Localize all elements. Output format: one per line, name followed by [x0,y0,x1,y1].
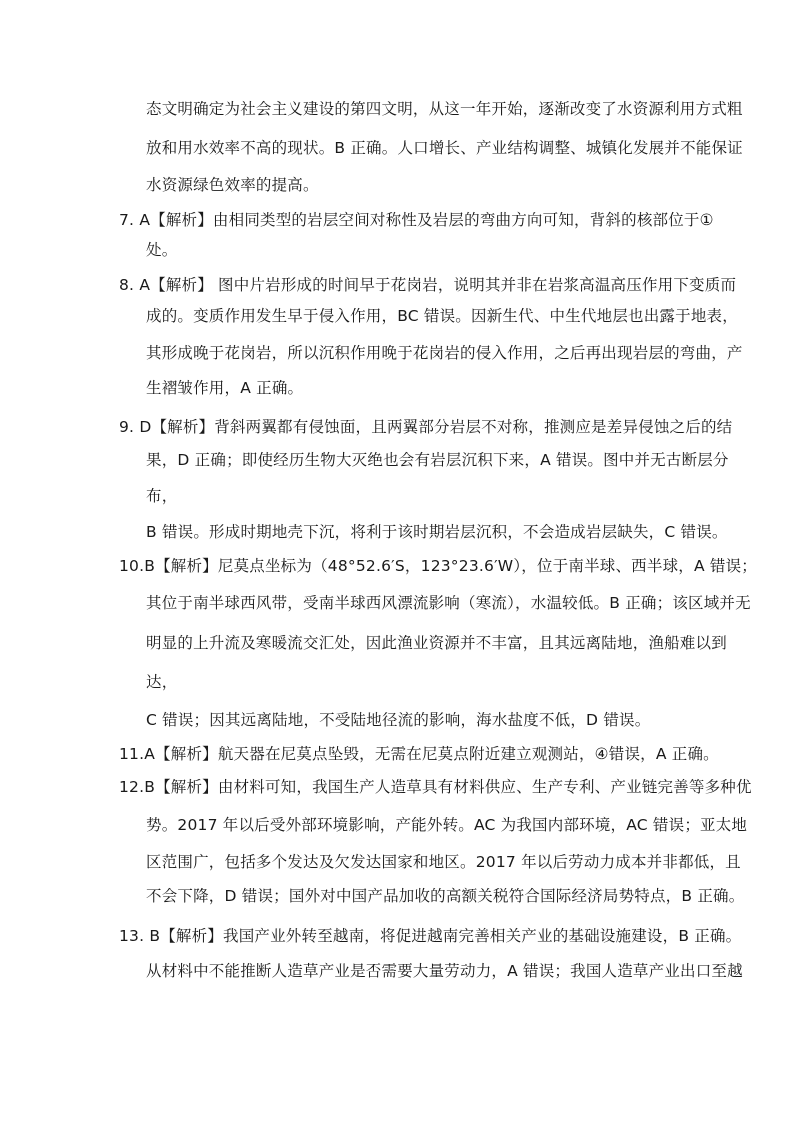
text-line: 9. D【解析】背斜两翼都有侵蚀面，且两翼部分岩层不对称，推测应是差异侵蚀之后的结 [119,418,733,436]
text-line: 明显的上升流及寒暖流交汇处，因此渔业资源并不丰富，且其远离陆地，渔船难以到 [146,634,727,652]
text-line: 处。 [146,241,178,259]
text-line: 10.B【解析】尼莫点坐标为（48°52.6′S，123°23.6′W），位于南半球、西半球，A 错误； [119,557,758,575]
text-line: 从材料中不能推断人造草产业是否需要大量劳动力，A 错误；我国人造草产业出口至越 [146,962,743,980]
text-line: 7. A【解析】由相同类型的岩层空间对称性及岩层的弯曲方向可知，背斜的核部位于① [119,211,714,229]
text-line: 放和用水效率不高的现状。B 正确。人口增长、产业结构调整、城镇化发展并不能保证 [146,139,743,157]
text-line: 13. B【解析】我国产业外转至越南，将促进越南完善相关产业的基础设施建设，B 正确。 [119,927,742,945]
text-line: 果，D 正确；即使经历生物大灭绝也会有岩层沉积下来，A 错误。图中并无古断层分 [146,451,729,469]
text-line: 不会下降，D 错误；国外对中国产品加收的高额关税符合国际经济局势特点，B 正确。 [146,887,745,905]
text-line: C 错误；因其远离陆地，不受陆地径流的影响，海水盐度不低，D 错误。 [146,711,651,729]
text-line: 势。2017 年以后受外部环境影响，产能外转。AC 为我国内部环境，AC 错误；亚太地 [146,816,748,834]
text-line: 12.B【解析】由材料可知，我国生产人造草具有材料供应、生产专利、产业链完善等多种优 [119,778,752,796]
text-line: 其位于南半球西风带，受南半球西风漂流影响（寒流），水温较低。B 正确；该区域并无 [146,594,751,612]
text-line: 8. A【解析】 图中片岩形成的时间早于花岗岩，说明其并非在岩浆高温高压作用下变质而 [119,276,737,294]
text-line: 布， [146,487,178,505]
text-line: 水资源绿色效率的提高。 [146,176,319,194]
text-line: 态文明确定为社会主义建设的第四文明，从这一年开始，逐渐改变了水资源利用方式粗 [146,100,743,118]
text-line: 11.A【解析】航天器在尼莫点坠毁，无需在尼莫点附近建立观测站，④错误，A 正确。 [119,745,719,763]
text-line: 区范围广，包括多个发达及欠发达国家和地区。2017 年以后劳动力成本并非都低，且 [146,853,741,871]
text-line: B 错误。形成时期地壳下沉，将利于该时期岩层沉积，不会造成岩层缺失，C 错误。 [146,523,728,541]
text-line: 生褶皱作用，A 正确。 [146,379,304,397]
text-line: 成的。变质作用发生早于侵入作用，BC 错误。因新生代、中生代地层也出露于地表， [146,307,738,325]
text-line: 其形成晚于花岗岩，所以沉积作用晚于花岗岩的侵入作用，之后再出现岩层的弯曲，产 [146,344,743,362]
text-line: 达， [146,673,178,691]
